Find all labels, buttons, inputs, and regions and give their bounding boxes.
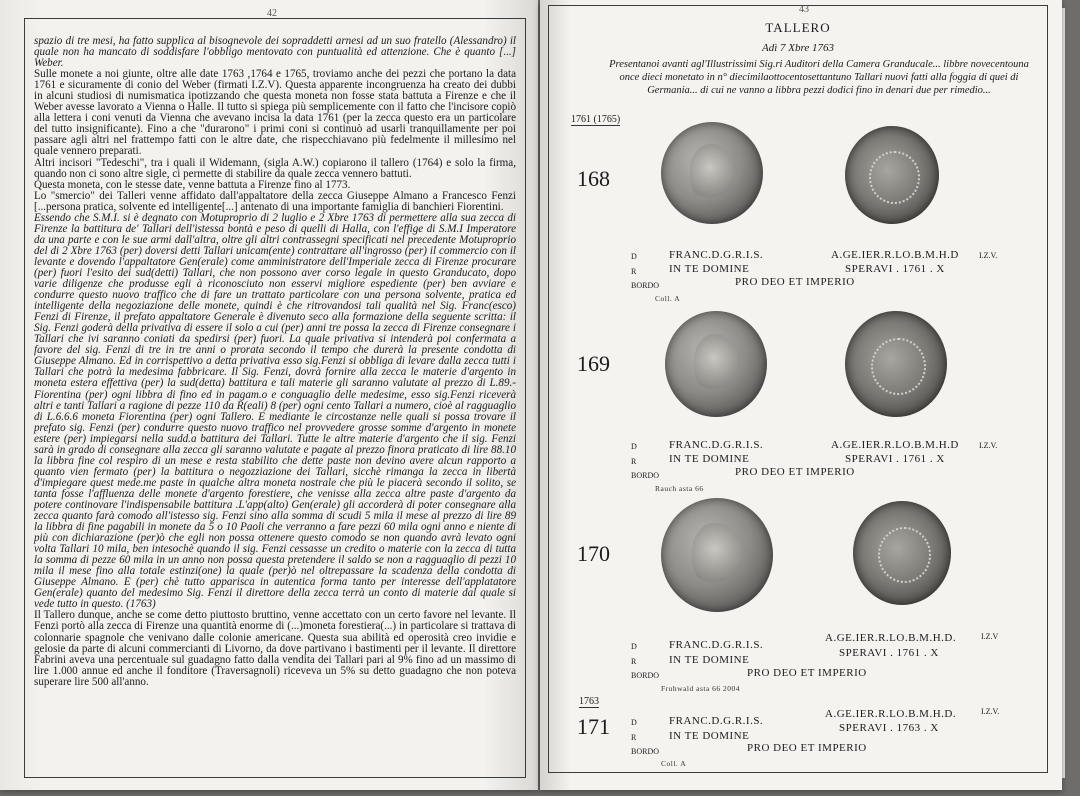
edge-key: BORDO — [631, 281, 660, 290]
catalog-number: 170 — [577, 541, 610, 566]
reverse-legend-right: SPERAVI . 1761 . X — [845, 263, 945, 275]
paragraph: Essendo che S.M.I. si è degnato con Motuproprio di 2 luglio e 2 Xbre 1763 di permettere alla sua zecca di Firenze la battitura de' Tallari dell'istessa bontà e peso di quelli di Halla, con l'effige di S.M.I Imperatore da una parte e con le sue armi dall'altra, oltre gli altri contrassegni specificati nel precedente Motuproprio del di 2 Xbre 1763 (per) doversi detti Tallari unicam(ente) contrattare all'ingrosso (per) il commercio con il levante e dovendo l'appaltatore Gen(erale) come amministratore dell'Imperiale zecca di Firenze procurare (per) fuori l'esito dei sud(detti) Tallari, che non possono aver corso legale in questo Granducato, dopo varie diligenze che produsse egli à riconosciuto non esservi migliore espediente (per) ben avviare e condurre questo nuovo traffico che di fare un trattato particolare con una persona solvente, pratica ed intelligente della negoziazione delle monete, quindi è che ritrovandosi tali qualità nel Sig. Franc(esco) Fenzi di Firenze, il prefato appaltatore Generale è divenuto seco alla formazione della seguente scritta: il Sig. Fenzi goderà della privativa di essere il solo a cui (per) anni tre possa la zecca di Firenze consegnare i Tallari che ivi saranno coniati da spedirsi (per) fuori. La quale privativa si intenderà poi confermata a favore del sig. Fenzi di tre in tre anni o prorata secondo il tempo che durerà la presente condotta di Giuseppe Almano. Ed in corrispettivo a detta privativa esso sig.Fenzi si obbliga di levare dalla zecca tutti i Tallari che potrà la medesima fabbricare. Il Sig. Fenzi, dovrà fornire alla zecca le materie d'argento in moneta estera effettiva (per) la sud(detta) battitura e tali materie gli saranno valutate al prezzo di L.89.- Fiorentina (per) ogni libbra di fino ed in pagam.o e conguaglio delle medesime, esso sig.Fenzi riceverà altri e tanti Tallari a ragione di pezze 110 da R(eali) 8 (per) ogni cento Tallari a numero, cioè al ragguaglio di L.6.6.6 moneta Fiorentina (per) ogni Tallero. E mediante le circostanze nelle quali si possa trovare il prefato sig. Fenzi (per) condurre questo nuovo traffico nel provvedere grosse somme d'argento in monete estere (per) impiegarsi nella sudd.a battitura dei Tallari. Tutte le altre materie d'argento che il sig. Fenzi sarà in grado di consegnare alla zecca gli saranno valutate e pagate al prezzo finora praticato di lire 88.10 la libbra fine col respiro di un mese e resta stabilito che dette paste non devino avere alcun rapporto a quanto vien fermato (per) la battitura o negozziazione dei Tallari, sicchè rimanga la zecca in libertà d'impiegare quest mede.me paste in qualche altra moneta nostrale che più le piacerà secondo il solito, se tanta fosse l'affluenza delle monete d'argento forestiere, che venisse alla zecca altre paste d'argento da potere continovare l'indispensabile battitura .L'app(alto) Gen(erale) gli accorderà di poter consegnare alla zecca quanto farà comodo all'istesso sig. Fenzi sino alla somma di scudi 5 mila il mese al prezzo di lire 89 la libbra di fine pagabili in monete da 5 o 10 Paoli che verranno a fare pezzi 60 mila ogni anno e niente di più con dichiarazione (per)ò che egli non possa ottenere questo comodo se non quando avrà levato ogni volta Tallari 10 mila, ben intesochè quando il sig. Fenzi cessasse un credito o materie con la zecca di tutta la somma di pezze 60 mila in un anno non possa questa pretendere il saldo se non a ragguaglio di pezzi 10 mila il mese fino alla totale estinzi(one) la quale (per)ò nel oltrepassare la scadenza della condotta di Giuseppe Almano. E (per) chè tutto apparisca in autentica forma tanto per interesse dell'applatatore Gen(erale) quanto del medesimo Sig. Fenzi il direttore della zecca terrà un conto di materie dal quale si vede tutto in questo. (1763) — [34, 211, 516, 611]
obverse-legend-left: FRANC.D.G.R.I.S. — [669, 639, 764, 651]
reverse-legend-right: SPERAVI . 1761 . X — [839, 647, 939, 659]
paragraph: Sulle monete a noi giunte, oltre alle date 1763 ,1764 e 1765, troviamo anche dei pezzi che portano la data 1761 e sicuramente di conio del Weber (firmati I.Z.V). Questa apparente incongruenza ha creato dei dubbi in alcuni studiosi di numismatica ipotizzando che questa moneta non fosse stata battuta a Firenze e che il Weber avesse lavorato a Vienna o Halle. Il tutto si spiega più semplicemente con il fatto che l'incisore copiò alla lettera i coni venuti da Vienna che avevano incisa la data 1761 (per la zecca questo era un particolare del tutto insignificante). Fino a che "durarono" i primi coni si continuò ad usarli tranquillamente per poi passare agli altri nel frattempo fatti con le altre date, che rispecchiavano più fedelmente il millesimo nel quale vennero preparati. — [34, 68, 516, 158]
edge-legend: PRO DEO ET IMPERIO — [747, 742, 867, 754]
source-note: Coll. A — [661, 759, 687, 768]
paragraph: Altri incisori "Tedeschi", tra i quali il Widemann, (sigla A.W.) copiarono il tallero (1764) e solo la firma, quando non ci sono altre sigle, ci permette di stabilire da quale zecca vennero battuti. — [34, 156, 516, 180]
source-note: Fruhwald asta 66 2004 — [661, 684, 741, 693]
document-quote: Presentanoi avanti agl'Illustrissimi Sig.ri Auditori della Camera Granducale... libbre novecentouna once dieci monetato in n° diecimilaottocentosettantuno Tallari nuovi fatti alla foggia di quei di Germania... di cui ne vanno a libbra pezzi dodici fino in denari due per rimedio... — [609, 59, 1029, 96]
paragraph: spazio di tre mesi, ha fatto supplica al bisognevole dei sopraddetti arnesi ad un suo fratello (Alessandro) il quale non ha mancato di soddisfare l'obbligo mentovato con puntualità ed attenzione. Che è quanto [...] Weber. — [34, 35, 516, 70]
obverse-legend-left: FRANC.D.G.R.I.S. — [669, 249, 764, 261]
edge-legend: PRO DEO ET IMPERIO — [735, 276, 855, 288]
reverse-legend-right: SPERAVI . 1761 . X — [845, 453, 945, 465]
edge-key: BORDO — [631, 471, 660, 480]
obverse-legend-right: A.GE.IER.R.LO.B.M.H.D. — [825, 632, 957, 644]
reverse-legend-left: IN TE DOMINE — [669, 730, 750, 742]
reverse-legend-left: IN TE DOMINE — [669, 263, 750, 275]
paragraph: Questa moneta, con le stesse date, venne battuta a Firenze fino al 1773. — [34, 178, 351, 191]
coin-legend — [549, 249, 1047, 309]
edge-key: BORDO — [631, 747, 660, 756]
coin-obverse-image — [661, 122, 763, 224]
reverse-legend-left: IN TE DOMINE — [669, 453, 750, 465]
section-label-1761: 1761 (1765) — [571, 114, 621, 125]
obverse-key: D — [631, 252, 637, 261]
coin-reverse-image — [845, 126, 939, 224]
reverse-key: R — [631, 457, 637, 466]
coin-obverse-image — [665, 311, 767, 417]
coin-reverse-image — [845, 311, 947, 417]
reverse-legend-right: SPERAVI . 1763 . X — [839, 722, 939, 734]
right-page-frame — [548, 5, 1048, 773]
paragraph: Il Tallero dunque, anche se come detto piuttosto bruttino, venne accettato con un certo favore nel levante. Il Fenzi portò alla zecca di Firenze una quantità enorme di (...)moneta forestiera(...) in particolare si trattava di colonnarie spagnole che venivano dalle colonie americane. Questa sua abilità ed operosità creo invidie e gelosie da parte di alcuni commercianti di Livorno, da dove partivano i bastimenti per il levante. Il direttore Fabrini aveva una percentuale sul guadagno fatto dalla vendita dei Tallari pari al 9% fino ad un massimo di lire 1.000 annue ed anche il fonditore (Traversagnoli) riceveva un 5% su detto guadagno che non poteva superare lire 500 all'anno. — [34, 609, 516, 688]
reverse-legend-left: IN TE DOMINE — [669, 654, 750, 666]
engraver-signature: I.Z.V. — [981, 707, 1000, 716]
reverse-key: R — [631, 657, 637, 666]
left-page-body — [34, 36, 516, 688]
coin-legend — [549, 439, 1047, 499]
engraver-signature: I.Z.V. — [979, 441, 998, 450]
obverse-legend-left: FRANC.D.G.R.I.S. — [669, 715, 764, 727]
document-date: Adì 7 Xbre 1763 — [762, 42, 834, 54]
reverse-key: R — [631, 733, 637, 742]
edge-legend: PRO DEO ET IMPERIO — [735, 466, 855, 478]
right-page-number: 43 — [799, 4, 809, 15]
obverse-legend-right: A.GE.IER.R.LO.B.M.H.D — [831, 249, 959, 261]
catalog-number: 168 — [577, 166, 610, 191]
edge-legend: PRO DEO ET IMPERIO — [747, 667, 867, 679]
edge-key: BORDO — [631, 671, 660, 680]
coin-reverse-image — [853, 501, 951, 605]
coin-obverse-image — [661, 498, 773, 612]
obverse-key: D — [631, 642, 637, 651]
left-page — [0, 0, 538, 790]
engraver-signature: I.Z.V. — [979, 251, 998, 260]
right-page — [540, 0, 1062, 790]
page-title: TALLERO — [765, 20, 831, 35]
paragraph: Lo "smercio" dei Talleri venne affidato dall'appaltatore della zecca Giuseppe Almano a Francesco Fenzi [...persona pratica, solvente ed intelligente[...] antenato di una importante famiglia di banchieri Fiorentini. — [34, 189, 516, 213]
catalog-number: 171 — [577, 714, 610, 739]
section-label-1763: 1763 — [579, 696, 599, 707]
left-page-number: 42 — [267, 8, 277, 19]
catalog-number: 169 — [577, 351, 610, 376]
obverse-legend-right: A.GE.IER.R.LO.B.M.H.D — [831, 439, 959, 451]
source-note: Rauch asta 66 — [655, 484, 704, 493]
obverse-legend-left: FRANC.D.G.R.I.S. — [669, 439, 764, 451]
obverse-key: D — [631, 442, 637, 451]
reverse-key: R — [631, 267, 637, 276]
obverse-legend-right: A.GE.IER.R.LO.B.M.H.D. — [825, 708, 957, 720]
engraver-signature: I.Z.V — [981, 632, 999, 641]
coin-legend — [549, 706, 1047, 772]
obverse-key: D — [631, 718, 637, 727]
source-note: Coll. A — [655, 294, 681, 303]
coin-legend — [549, 632, 1047, 692]
